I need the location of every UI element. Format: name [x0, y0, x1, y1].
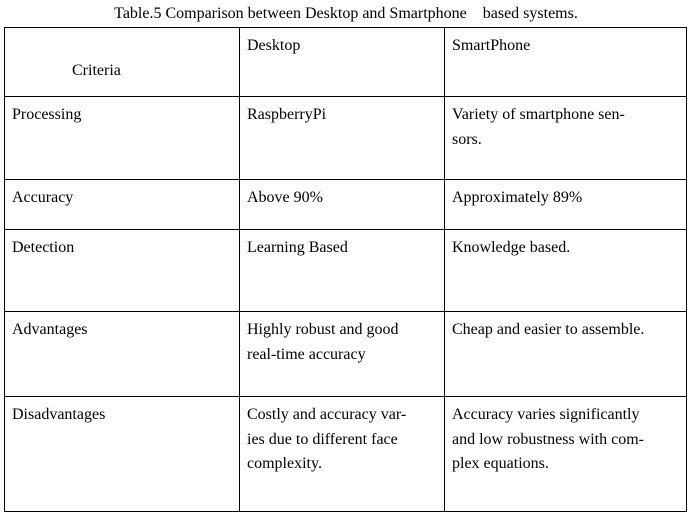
smartphone-cell [445, 180, 687, 230]
table-header-row [5, 28, 687, 97]
desktop-cell [240, 312, 445, 397]
table-caption: Table.5 Comparison between Desktop and Smartphone based systems. [114, 5, 578, 22]
desktop-cell [240, 230, 445, 312]
table-row-advantages [5, 312, 687, 397]
smartphone-value: Approximately 89% [452, 189, 583, 206]
table-row-detection [5, 230, 687, 312]
desktop-value: RaspberryPi [247, 106, 327, 123]
smartphone-value: Knowledge based. [452, 239, 571, 256]
criteria-cell [5, 180, 240, 230]
criteria-label: Detection [12, 239, 75, 256]
header-smartphone: SmartPhone [452, 37, 531, 54]
header-desktop: Desktop [247, 37, 301, 54]
desktop-value: Costly and accuracy var- ies due to different face complexity. [247, 406, 407, 472]
criteria-cell [5, 97, 240, 180]
criteria-cell [5, 397, 240, 512]
header-cell-criteria [5, 28, 240, 97]
header-cell-desktop [240, 28, 445, 97]
smartphone-value: Variety of smartphone sen- sors. [452, 106, 625, 148]
smartphone-value: Accuracy varies significantly and low robustness with com- plex equations. [452, 406, 644, 472]
comparison-table [4, 27, 687, 512]
criteria-label: Disadvantages [12, 406, 106, 423]
desktop-value: Highly robust and good real-time accuracy [247, 321, 399, 363]
table-row-processing [5, 97, 687, 180]
desktop-cell [240, 397, 445, 512]
desktop-cell [240, 180, 445, 230]
desktop-value: Learning Based [247, 239, 348, 256]
criteria-label: Processing [12, 106, 82, 123]
criteria-cell [5, 312, 240, 397]
smartphone-cell [445, 230, 687, 312]
desktop-cell [240, 97, 445, 180]
smartphone-cell [445, 397, 687, 512]
header-cell-smartphone [445, 28, 687, 97]
criteria-label: Advantages [12, 321, 88, 338]
criteria-label: Accuracy [12, 189, 74, 206]
desktop-value: Above 90% [247, 189, 323, 206]
table-row-disadvantages [5, 397, 687, 512]
header-criteria: Criteria [72, 62, 121, 79]
table-row-accuracy [5, 180, 687, 230]
smartphone-value: Cheap and easier to assemble. [452, 321, 645, 338]
criteria-cell [5, 230, 240, 312]
smartphone-cell [445, 97, 687, 180]
smartphone-cell [445, 312, 687, 397]
